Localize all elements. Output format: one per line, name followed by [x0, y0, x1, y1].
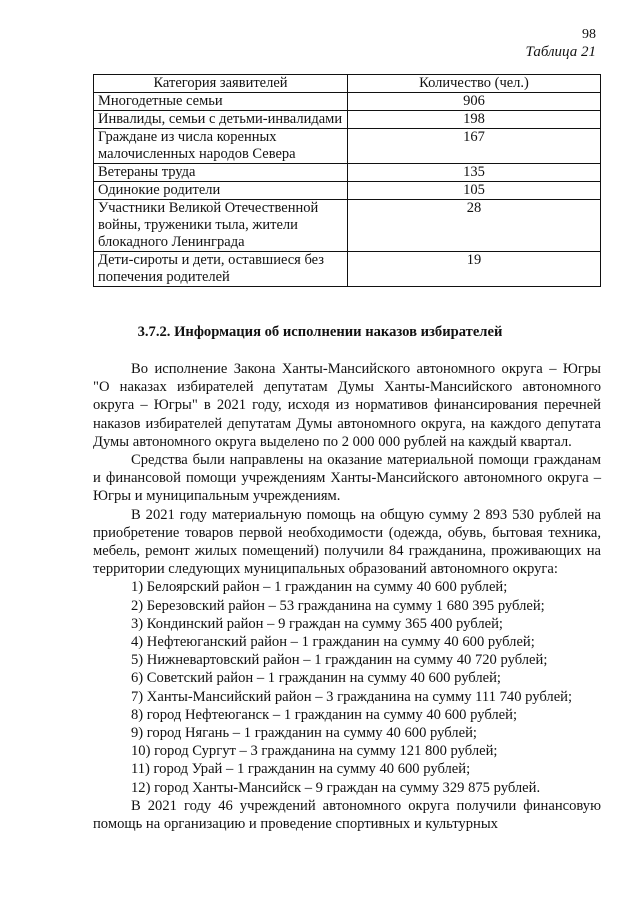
count-cell: 28 — [348, 200, 601, 252]
category-cell: Ветераны труда — [94, 164, 348, 182]
applicants-table — [93, 74, 601, 287]
category-cell: Многодетные семьи — [94, 93, 348, 111]
count-cell: 906 — [348, 93, 601, 111]
table-row — [94, 164, 601, 182]
column-header-category: Категория заявителей — [94, 75, 348, 93]
closing-paragraph: В 2021 году 46 учреждений автономного округа получили финансовую помощь на организацию и проведение спортивных и культурных — [93, 797, 601, 833]
paragraph: Во исполнение Закона Ханты-Мансийского автономного округа – Югры "О наказах избирателей депутатам Думы Ханты-Мансийского автономного округа – Югры" в 2021 году, исходя из нормативов финансирования перечней наказов избирателей депутатам Думы автономного округа, на каждого депутата Думы автономного округа выделено по 2 000 000 рублей на каждый квартал. — [93, 361, 601, 450]
count-cell: 135 — [348, 164, 601, 182]
table-row — [94, 252, 601, 287]
category-cell: Инвалиды, семьи с детьми-инвалидами — [94, 111, 348, 129]
count-cell: 198 — [348, 111, 601, 129]
table-row — [94, 111, 601, 129]
table-row — [94, 182, 601, 200]
table-header-row — [94, 75, 601, 93]
category-cell: Участники Великой Отечественной войны, труженики тыла, жители блокадного Ленинграда — [94, 200, 348, 252]
list-item: 4) Нефтеюганский район – 1 гражданин на сумму 40 600 рублей; — [131, 634, 535, 651]
list-item: 3) Кондинский район – 9 граждан на сумму 365 400 рублей; — [131, 615, 503, 632]
table-row — [94, 200, 601, 252]
list-item: 10) город Сургут – 3 гражданина на сумму 121 800 рублей; — [131, 743, 498, 760]
table-row — [94, 93, 601, 111]
table-caption: Таблица 21 — [525, 44, 596, 60]
count-cell: 167 — [348, 129, 601, 164]
body-text — [93, 360, 601, 833]
list-item: 2) Березовский район – 53 гражданина на сумму 1 680 395 рублей; — [131, 597, 545, 614]
category-cell: Граждане из числа коренных малочисленных народов Севера — [94, 129, 348, 164]
column-header-count: Количество (чел.) — [348, 75, 601, 93]
municipality-list — [93, 578, 601, 796]
list-item: 11) город Урай – 1 гражданин на сумму 40 600 рублей; — [131, 761, 471, 778]
table-row — [94, 129, 601, 164]
count-cell: 19 — [348, 252, 601, 287]
list-item: 9) город Нягань – 1 гражданин на сумму 40 600 рублей; — [131, 725, 477, 742]
section-heading: 3.7.2. Информация об исполнении наказов избирателей — [137, 324, 503, 340]
category-cell: Одинокие родители — [94, 182, 348, 200]
list-item: 5) Нижневартовский район – 1 гражданин на сумму 40 720 рублей; — [131, 652, 548, 669]
paragraph: Средства были направлены на оказание материальной помощи гражданам и финансовой помощи учреждениям Ханты-Мансийского автономного округа – Югры и муниципальным учреждениям. — [93, 452, 601, 505]
list-item: 12) город Ханты-Мансийск – 9 граждан на сумму 329 875 рублей. — [131, 779, 541, 796]
paragraph: В 2021 году материальную помощь на общую сумму 2 893 530 рублей на приобретение товаров первой необходимости (одежда, обувь, бытовая техника, мебель, ремонт жилых помещений) получили 84 гражданина, проживающих на территории следующих муниципальных образований автономного округа: — [93, 506, 601, 578]
list-item: 1) Белоярский район – 1 гражданин на сумму 40 600 рублей; — [131, 579, 508, 596]
list-item: 8) город Нефтеюганск – 1 гражданин на сумму 40 600 рублей; — [131, 706, 517, 723]
count-cell: 105 — [348, 182, 601, 200]
page-number: 98 — [582, 27, 596, 42]
list-item: 7) Ханты-Мансийский район – 3 гражданина на сумму 111 740 рублей; — [131, 688, 573, 705]
category-cell: Дети-сироты и дети, оставшиеся без попечения родителей — [94, 252, 348, 287]
list-item: 6) Советский район – 1 гражданин на сумму 40 600 рублей; — [131, 670, 501, 687]
